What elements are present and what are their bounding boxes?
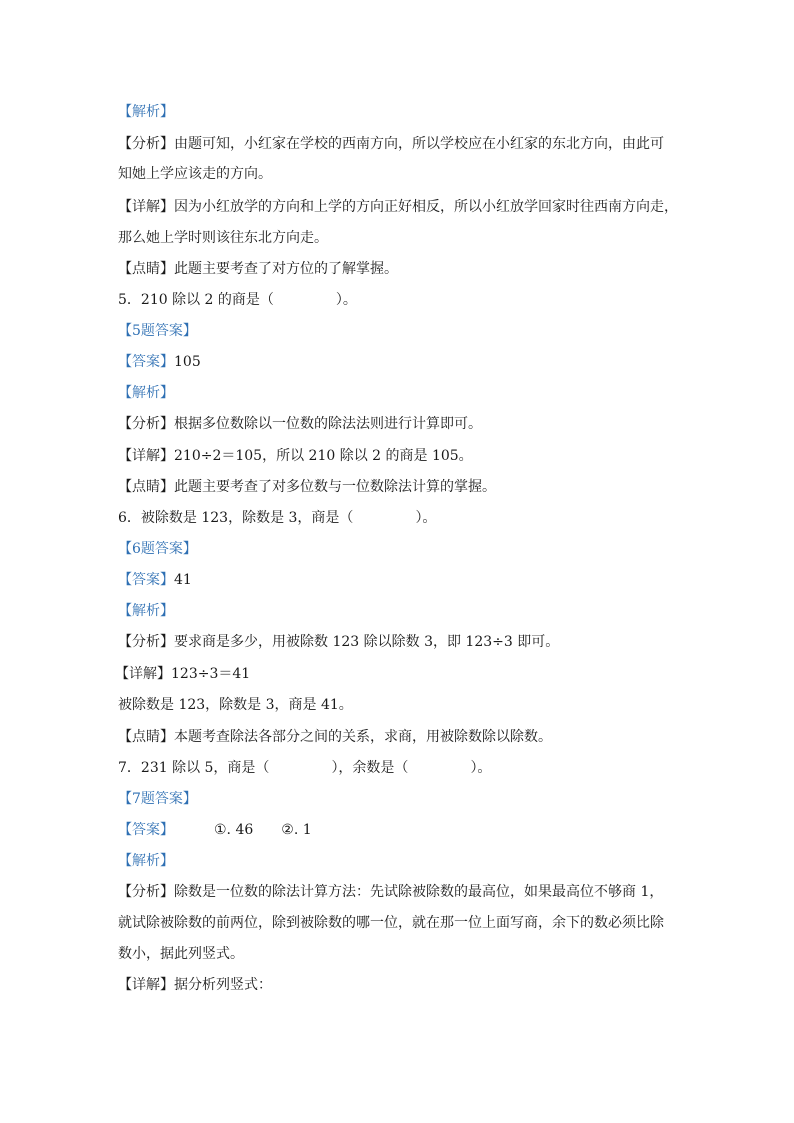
answer-5-header: 【5题答案】 [118, 323, 197, 339]
question-6-text: 6．被除数是 123，除数是 3，商是（ [118, 510, 354, 526]
question-7-mid: ），余数是（ [331, 760, 409, 776]
remark-text: 此题主要考查了对方位的了解掌握。 [174, 261, 398, 277]
analysis-tag: 【分析】 [118, 884, 174, 900]
detail-tag: 【详解】 [118, 977, 174, 993]
analysis-heading: 【解析】 [118, 853, 174, 869]
analysis-text: 根据多位数除以一位数的除法法则进行计算即可。 [174, 416, 482, 432]
answer-5 [118, 352, 201, 372]
analysis-text-continued: 就试除被除数的前两位，除到被除数的哪一位，就在那一位上面写商，余下的数必须比除 [118, 915, 664, 931]
analysis-tag: 【分析】 [118, 416, 174, 432]
remark-tag: 【点睛】 [118, 479, 174, 495]
question-5 [118, 290, 357, 310]
analysis-paragraph [118, 882, 663, 902]
answer-7 [118, 820, 312, 840]
detail-text: 因为小红放学的方向和上学的方向正好相反，所以小红放学回家时往西南方向走， [174, 199, 678, 215]
answer-value-1: ①. 46 [214, 822, 254, 838]
analysis-text-continued: 知她上学应该走的方向。 [118, 166, 272, 182]
answer-tag: 【答案】 [118, 822, 174, 838]
answer-6-header: 【6题答案】 [118, 541, 197, 557]
detail-tag: 【详解】 [118, 199, 174, 215]
analysis-heading: 【解析】 [118, 603, 174, 619]
question-6-end: ）。 [415, 510, 437, 526]
question-7-text: 7．231 除以 5，商是（ [118, 760, 270, 776]
question-6 [118, 508, 436, 528]
answer-tag: 【答案】 [118, 354, 174, 370]
analysis-text: 要求商是多少，用被除数 123 除以除数 3，即 123÷3 即可。 [174, 634, 560, 650]
remark-paragraph [118, 259, 398, 279]
analysis-text: 除数是一位数的除法计算方法：先试除被除数的最高位，如果最高位不够商 1， [174, 884, 664, 900]
analysis-tag: 【分析】 [118, 136, 174, 152]
detail-paragraph [118, 446, 473, 466]
analysis-text-continued: 数小，据此列竖式。 [118, 946, 244, 962]
remark-paragraph [118, 477, 496, 497]
detail-paragraph [115, 664, 250, 684]
analysis-text: 由题可知，小红家在学校的西南方向，所以学校应在小红家的东北方向，由此可 [174, 136, 664, 152]
detail-text: 210÷2＝105，所以 210 除以 2 的商是 105。 [174, 448, 473, 464]
detail-paragraph [118, 197, 678, 217]
answer-7-header: 【7题答案】 [118, 791, 197, 807]
question-5-end: ）。 [335, 292, 357, 308]
answer-value: 105 [174, 354, 201, 370]
detail-tag: 【详解】 [118, 448, 174, 464]
analysis-paragraph [118, 414, 482, 434]
detail-tag: 【详解】 [115, 666, 171, 682]
detail-text-continued: 那么她上学时则该往东北方向走。 [118, 230, 328, 246]
answer-6 [118, 570, 192, 590]
answer-value: 41 [174, 572, 192, 588]
remark-paragraph [118, 727, 552, 747]
analysis-paragraph [118, 134, 664, 154]
remark-text: 本题考查除法各部分之间的关系，求商，用被除数除以除数。 [174, 729, 552, 745]
detail-text: 123÷3＝41 [171, 666, 251, 682]
analysis-heading: 【解析】 [118, 104, 174, 120]
detail-text: 据分析列竖式： [174, 977, 272, 993]
remark-tag: 【点睛】 [118, 261, 174, 277]
question-5-text: 5．210 除以 2 的商是（ [118, 292, 274, 308]
detail-text-continued: 被除数是 123，除数是 3，商是 41。 [118, 697, 353, 713]
question-7-end: ）。 [470, 760, 492, 776]
analysis-tag: 【分析】 [118, 634, 174, 650]
question-7 [118, 758, 491, 778]
analysis-paragraph [118, 632, 559, 652]
analysis-heading: 【解析】 [118, 385, 174, 401]
answer-tag: 【答案】 [118, 572, 174, 588]
remark-text: 此题主要考查了对多位数与一位数除法计算的掌握。 [174, 479, 496, 495]
remark-tag: 【点睛】 [118, 729, 174, 745]
answer-value-2: ②. 1 [281, 822, 312, 838]
detail-paragraph [118, 975, 272, 995]
